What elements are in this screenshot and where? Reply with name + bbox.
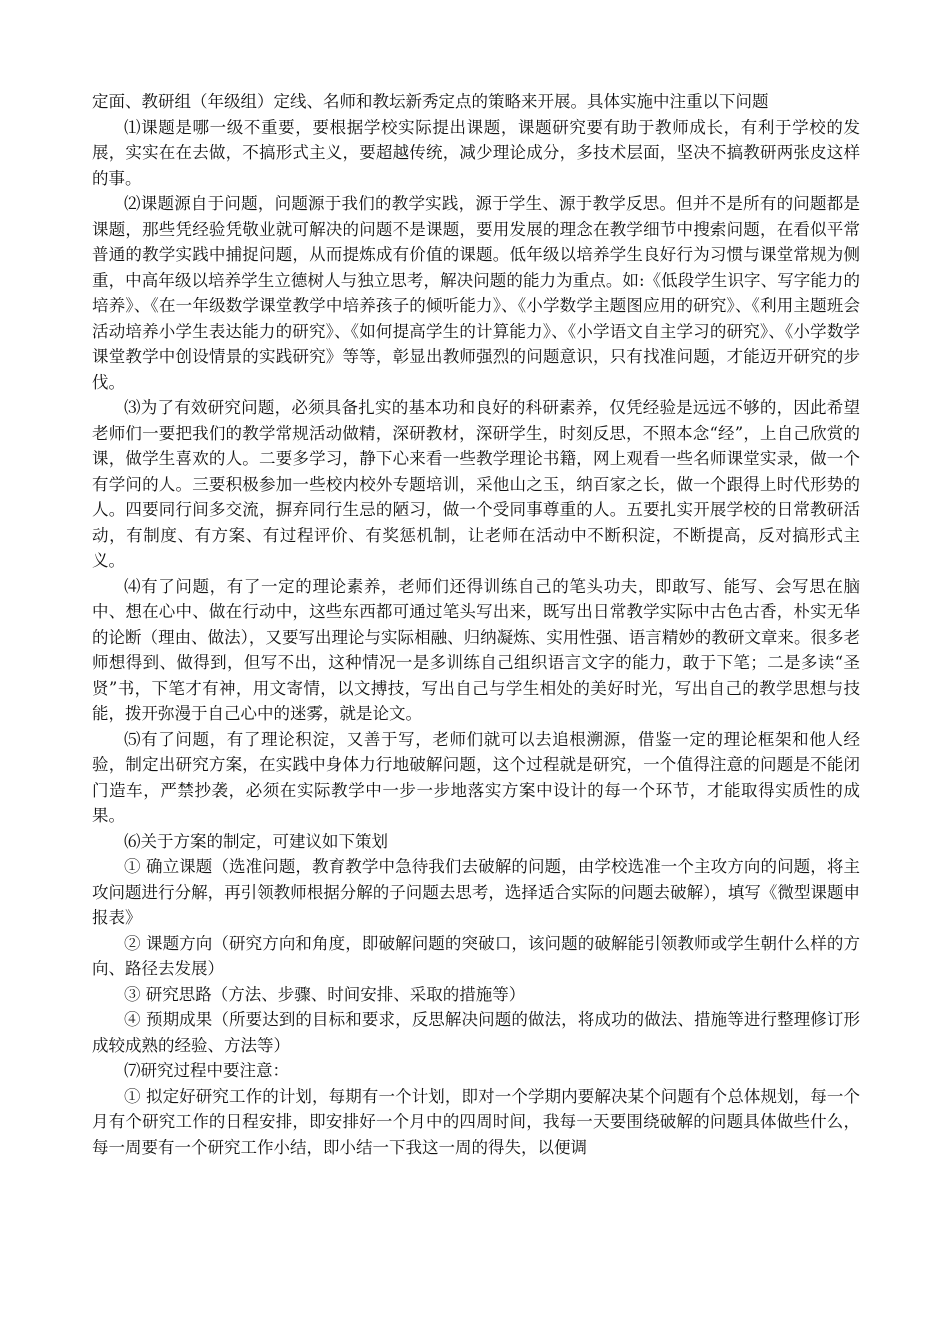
paragraph-intro: 定面、教研组（年级组）定线、名师和教坛新秀定点的策略来开展。具体实施中注重以下问题	[92, 92, 769, 111]
paragraph-item-2: ⑵课题源自于问题，问题源于我们的教学实践，源于学生、源于教学反思。但并不是所有的问题都是课题，那些凭经验凭敬业就可解决的问题不是课题，要用发展的理念在教学细节中搜索问题，在看似平常普通的教学实践中捕捉问题，从而提炼成有价值的课题。低年级以培养学生良好行为习惯与课堂常规为侧重，中高年级以培养学生立德树人与独立思考，解决问题的能力为重点。如:《低段学生识字、写字能力的培养》、《在一年级数学课堂教学中培养孩子的倾听能力》、《小学数学主题图应用的研究》、《利用主题班会活动培养小学生表达能力的研究》、《如何提高学生的计算能力》、《小学语文自主学习的研究》、《小学数学课堂教学中创设情景的实践研究》等等，彰显出教师强烈的问题意识，只有找准问题，才能迈开研究的步伐。	[92, 194, 860, 392]
paragraph-item-6: ⑹关于方案的制定，可建议如下策划	[124, 831, 388, 851]
plan-step-3: ③ 研究思路（方法、步骤、时间安排、采取的措施等）	[124, 984, 526, 1004]
paragraph-item-7: ⑺研究过程中要注意：	[124, 1061, 289, 1080]
plan-step-2: ② 课题方向（研究方向和角度，即破解问题的突破口，该问题的破解能引领教师或学生朝什么样的方向、路径去发展）	[92, 933, 860, 978]
paragraph-item-3: ⑶为了有效研究问题，必须具备扎实的基本功和良好的科研素养，仅凭经验是远远不够的，因此希望老师们一要把我们的教学常规活动做精，深研教材，深研学生，时刻反思，不照本念“经”，上自己欣赏的课，做学生喜欢的人。二要多学习，静下心来看一些教学理论书籍，网上观看一些名师课堂实录，做一个有学问的人。三要积极参加一些校内校外专题培训，采他山之玉，纳百家之长，做一个跟得上时代形势的人。四要同行间多交流，摒弃同行生忌的陋习，做一个受同事尊重的人。五要扎实开展学校的日常教研活动，有制度、有方案、有过程评价、有奖惩机制，让老师在活动中不断积淀，不断提高，反对搞形式主义。	[92, 398, 860, 570]
plan-step-1: ① 确立课题（选准问题，教育教学中急待我们去破解的问题，由学校选准一个主攻方向的问题，将主攻问题进行分解，再引领教师根据分解的子问题去思考，选择适合实际的问题去破解），填写《微型课题申报表》	[92, 857, 860, 927]
paragraph-item-5: ⑸有了问题，有了理论积淀，又善于写，老师们就可以去追根溯源，借鉴一定的理论框架和他人经验，制定出研究方案，在实践中身体力行地破解问题，这个过程就是研究，一个值得注意的问题是不能闭门造车，严禁抄袭，必须在实际教学中一步一步地落实方案中设计的每一个环节，才能取得实质性的成果。	[92, 729, 860, 825]
paragraph-item-1: ⑴课题是哪一级不重要，要根据学校实际提出课题，课题研究要有助于教师成长，有利于学校的发展，实实在在去做，不搞形式主义，要超越传统，减少理论成分，多技术层面，坚决不搞教研两张皮这样的事。	[92, 117, 860, 188]
document-page	[92, 89, 860, 1160]
paragraph-item-4: ⑷有了问题，有了一定的理论素养，老师们还得训练自己的笔头功夫，即敢写、能写、会写思在脑中、想在心中、做在行动中，这些东西都可通过笔头写出来，既写出日常教学实际中古色古香，朴实无华的论断（理由、做法），又要写出理论与实际相融、归纳凝炼、实用性强、语言精妙的教研文章来。很多老师想得到、做得到，但写不出，这种情况一是多训练自己组织语言文字的能力，敢于下笔；二是多读“圣贤”书，下笔才有神，用文寄情，以文搏技，写出自己与学生相处的美好时光，写出自己的教学思想与技能，拨开弥漫于自己心中的迷雾，就是论文。	[92, 576, 860, 723]
process-note-1: ① 拟定好研究工作的计划，每期有一个计划，即对一个学期内要解决某个问题有个总体规划，每一个月有个研究工作的日程安排，即安排好一个月中的四周时间，我每一天要围绕破解的问题具体做些什么，每一周要有一个研究工作小结，即小结一下我这一周的得失，以便调	[92, 1086, 860, 1157]
plan-step-4: ④ 预期成果（所要达到的目标和要求，反思解决问题的做法，将成功的做法、措施等进行整理修订形成较成熟的经验、方法等）	[92, 1010, 860, 1055]
